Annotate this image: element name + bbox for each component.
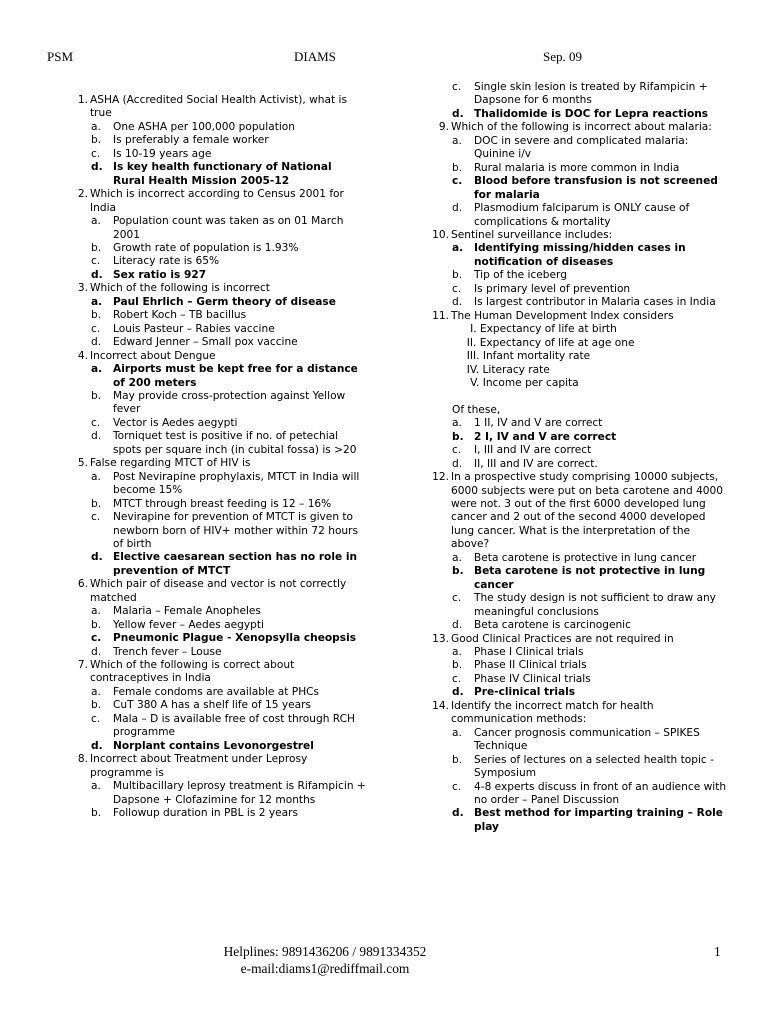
answer-option [452,686,727,699]
options-list [452,646,727,700]
option-text: Pre-clinical trials [474,686,576,699]
question-stem [427,700,727,727]
option-text: Trench fever – Louse [113,645,222,658]
answer-option [452,565,727,592]
option [91,713,366,740]
header-title: DIAMS [294,49,336,64]
option-letter: c. [452,780,462,793]
options-list [91,686,366,753]
option [452,646,727,659]
answer-option [452,108,727,121]
option-text: Sex ratio is 927 [113,268,207,281]
answer-option [91,161,366,188]
hdi-component: III. Infant mortality rate [460,350,591,363]
option-text: 2 I, IV and V are correct [474,430,617,443]
option [91,417,366,430]
option-letter: a. [91,295,103,308]
option-letter: a. [452,646,462,659]
answer-option [452,807,727,834]
option-letter: d. [452,107,464,120]
option-letter: d. [91,645,102,658]
hdi-component: II. Expectancy of life at age one [460,336,635,349]
question-number: 12. [432,471,449,484]
question-stem [427,229,727,242]
option [452,296,727,309]
question-text: Identify the incorrect match for health communication methods: [451,699,654,726]
option-letter: d. [91,336,102,349]
option-text: Nevirapine for prevention of MTCT is given to newborn born of HIV+ mother within 72 hours of birth [113,511,359,550]
option-letter: b. [91,134,102,147]
option-letter: a. [91,470,101,483]
option-text: Rural malaria is more common in India [474,161,680,174]
option-letter: c. [452,672,462,685]
option-letter: c. [452,592,462,605]
option-text: Malaria – Female Anopheles [113,605,261,618]
option [91,323,366,336]
options-list [452,135,727,229]
option [452,444,727,457]
option-text: Followup duration in PBL is 2 years [113,807,299,820]
helplines-text: Helplines: 9891436206 / 9891334352 [223,944,427,959]
option-text: Cancer prognosis communication – SPIKES Technique [474,726,700,753]
options-list [452,552,727,633]
option-letter: d. [91,739,103,752]
option [91,309,366,322]
option-text: Post Nevirapine prophylaxis, MTCT in India will become 15% [113,470,360,497]
option-text: 1 II, IV and V are correct [474,417,603,430]
question-stem [427,633,727,646]
option-text: Beta carotene is carcinogenic [474,619,631,632]
question-number: 14. [432,699,449,712]
options-list [91,215,366,282]
hdi-component: V. Income per capita [460,376,579,389]
option-text: Is 10-19 years age [113,147,212,160]
option-letter: c. [91,255,101,268]
question-text: The Human Development Index considers [451,309,674,322]
question-number: 10. [432,228,449,241]
option-letter: d. [91,161,103,174]
option [452,162,727,175]
option-letter: b. [91,699,102,712]
options-list [91,471,366,579]
question-number: 3. [77,282,88,295]
question-stem [66,188,366,215]
option-letter: c. [452,175,463,188]
option-letter: b. [91,497,102,510]
question-stem [427,310,727,323]
option-text: Is primary level of prevention [474,282,631,295]
options-list [91,121,366,188]
option-text: Torniquet test is positive if no. of petechial spots per square inch (in cubital fossa) is >20 [113,430,357,456]
option [452,283,727,296]
question-number: 4. [77,349,88,362]
option-text: Is largest contributor in Malaria cases in India [474,296,716,309]
left-column [66,94,366,820]
option-text: Beta carotene is protective in lung cancer [474,551,697,564]
question-text: Good Clinical Practices are not required in [451,632,674,645]
option-text: Phase II Clinical trials [474,659,587,672]
option-letter: a. [452,242,464,255]
option-letter: d. [91,268,103,281]
options-list [91,363,366,457]
option [452,727,727,754]
option-letter: b. [91,241,102,254]
option-letter: a. [452,551,462,564]
question-stem [66,457,366,470]
option-letter: c. [452,81,462,93]
option-letter: a. [91,363,103,376]
option [91,242,366,255]
page-number: 1 [714,944,721,959]
hdi-component-list [460,323,727,390]
option-letter: c. [452,444,462,457]
answer-option [91,269,366,282]
option [452,619,727,632]
option-text: Mala – D is available free of cost through RCH programme [113,712,356,739]
question-number: 11. [432,309,449,322]
option-letter: a. [91,685,101,698]
question-number: 13. [432,632,449,645]
question-number: 2. [77,188,88,201]
option-text: CuT 380 A has a shelf life of 15 years [113,699,311,712]
option-text: Plasmodium falciparum is ONLY cause of complications & mortality [474,202,690,228]
question-text: Incorrect about Dengue [90,349,216,362]
option-text: Edward Jenner – Small pox vaccine [113,336,298,349]
option [452,552,727,565]
option-letter: b. [452,659,463,672]
option [452,269,727,282]
question-text: Which of the following is incorrect [90,282,270,295]
option-letter: b. [91,807,102,820]
option [91,605,366,618]
option-text: Series of lectures on a selected health topic - Symposium [474,753,714,780]
option-text: Paul Ehrlich – Germ theory of disease [113,295,336,308]
option-text: Thalidomide is DOC for Lepra reactions [474,107,709,120]
option [91,807,366,820]
of-these-text: Of these, [452,403,501,416]
options-list [91,296,366,350]
option-letter: d. [452,457,463,470]
answer-option [452,242,727,269]
option-text: Female condoms are available at PHCs [113,685,320,698]
option-letter: a. [452,726,462,739]
option-text: Multibacillary leprosy treatment is Rifampicin + Dapsone + Clofazimine for 12 months [113,780,366,806]
option-text: Growth rate of population is 1.93% [113,241,299,254]
option [91,255,366,268]
option-letter: d. [452,296,463,309]
spacer [427,390,727,403]
option-text: Phase IV Clinical trials [474,672,591,685]
header-date: Sep. 09 [543,49,582,64]
option-letter: b. [452,269,463,282]
answer-option [91,296,366,309]
option-text: Blood before transfusion is not screened for malaria [474,175,718,201]
option [91,215,366,242]
option [452,659,727,672]
question-text: Which pair of disease and vector is not correctly matched [90,578,347,604]
option [91,646,366,659]
hdi-component: I. Expectancy of life at birth [460,323,617,336]
header-subject: PSM [47,49,74,64]
question-stem [66,282,366,295]
option-letter: a. [452,417,462,430]
option-letter: d. [452,686,464,699]
option [91,390,366,417]
option-letter: a. [91,780,101,793]
option-text: Is key health functionary of National Rural Health Mission 2005-12 [113,161,332,187]
option [452,592,727,619]
options-list [452,417,727,471]
question-text: Which of the following is correct about contraceptives in India [90,659,295,685]
option [452,673,727,686]
option [91,148,366,161]
option-letter: c. [91,147,101,160]
option-letter: c. [91,511,101,524]
option [452,458,727,471]
option [91,430,366,457]
question-number: 1. [77,94,88,106]
option-text: Tip of the iceberg [474,269,567,282]
hdi-component: IV. Literacy rate [460,363,550,376]
question-stem [66,659,366,686]
option [452,81,727,108]
option-text: Best method for imparting training – Role play [474,807,723,833]
option-letter: d. [91,430,102,443]
question-text: ASHA (Accredited Social Health Activist), what is true [90,94,347,120]
option [452,781,727,808]
question-number: 7. [77,659,88,672]
question-stem [66,753,366,780]
question-text: False regarding MTCT of HIV is [90,457,251,470]
right-column [427,81,727,834]
option-text: One ASHA per 100,000 population [113,120,296,133]
question-stem [427,121,727,134]
answer-option [91,551,366,578]
option-letter: c. [91,712,101,725]
option-letter: a. [91,120,101,133]
question-number: 6. [77,578,88,591]
option-letter: d. [452,619,463,632]
option [91,699,366,712]
option [91,619,366,632]
option [91,471,366,498]
option-text: Population count was taken as on 01 March 2001 [113,215,344,241]
option-text: Norplant contains Levonorgestrel [113,739,314,752]
question-text: Which of the following is incorrect about malaria: [451,121,712,134]
option-letter: d. [91,551,103,564]
option-letter: c. [452,282,462,295]
option [91,780,366,807]
option [452,754,727,781]
question-number: 9. [438,121,449,134]
options-list [91,605,366,659]
question-text: In a prospective study comprising 10000 subjects, 6000 subjects were put on beta carotene and 4000 were not. 3 out of the first 6000 developed lung cancer and 2 out of the second 4000 developed lung cancer. What is the interpretation of the above? [451,471,724,551]
option-letter: a. [452,134,462,147]
answer-option [452,431,727,444]
option-letter: b. [91,389,102,402]
option-text: II, III and IV are correct. [474,457,598,470]
option-text: Literacy rate is 65% [113,255,220,268]
option-letter: d. [452,807,464,820]
option-letter: b. [452,753,463,766]
option-letter: c. [91,322,101,335]
question-text: Incorrect about Treatment under Leprosy programme is [90,753,308,779]
option-text: Single skin lesion is treated by Rifampicin + Dapsone for 6 months [474,81,708,107]
options-list [452,727,727,835]
option-text: Vector is Aedes aegypti [113,416,238,429]
option-text: Beta carotene is not protective in lung cancer [474,565,706,591]
option [91,686,366,699]
option-text: MTCT through breast feeding is 12 – 16% [113,497,332,510]
option-text: May provide cross-protection against Yellow fever [113,389,346,416]
question-text: Sentinel surveillance includes: [451,228,613,241]
option [91,511,366,551]
option-text: Airports must be kept free for a distance of 200 meters [113,363,358,389]
options-list [91,780,366,820]
option-letter: c. [91,632,102,645]
option-text: 4-8 experts discuss in front of an audience with no order – Panel Discussion [474,780,727,806]
option-text: Pneumonic Plague - Xenopsylla cheopsis [113,632,357,645]
footer-contact [190,943,460,977]
option-text: DOC in severe and complicated malaria: Quinine i/v [474,134,689,161]
option-letter: a. [91,215,101,228]
option-letter: c. [91,416,101,429]
question-stem [66,350,366,363]
option [452,202,727,229]
question-number: 5. [77,457,88,470]
answer-option [91,363,366,390]
question-stem [427,471,727,552]
option-text: Yellow fever – Aedes aegypti [113,618,264,631]
option-text: Identifying missing/hidden cases in notification of diseases [474,242,686,268]
answer-option [452,175,727,202]
option-letter: b. [91,309,102,322]
option [91,498,366,511]
question-stem [66,94,366,121]
option-letter: a. [91,605,101,618]
option-letter: b. [91,618,102,631]
option-text: Louis Pasteur – Rabies vaccine [113,322,275,335]
options-list [452,242,727,309]
option [452,135,727,162]
question-number: 8. [77,753,88,766]
answer-option [91,740,366,753]
question-text: Which is incorrect according to Census 2001 for India [90,188,344,214]
option [91,336,366,349]
question-stem [66,578,366,605]
option-letter: d. [452,202,463,215]
option-letter: b. [452,430,464,443]
email-text: e-mail:diams1@rediffmail.com [240,961,410,976]
option-letter: b. [452,565,464,578]
answer-option [91,632,366,645]
option-text: Elective caesarean section has no role in prevention of MTCT [113,551,358,577]
options-list [452,81,727,121]
option-text: Robert Koch – TB bacillus [113,309,247,322]
option-text: Phase I Clinical trials [474,646,584,659]
option [91,134,366,147]
option-letter: b. [452,161,463,174]
option [91,121,366,134]
option-text: I, III and IV are correct [474,444,592,457]
option-text: Is preferably a female worker [113,134,269,147]
option [452,417,727,430]
option-text: The study design is not sufficient to draw any meaningful conclusions [474,592,716,618]
